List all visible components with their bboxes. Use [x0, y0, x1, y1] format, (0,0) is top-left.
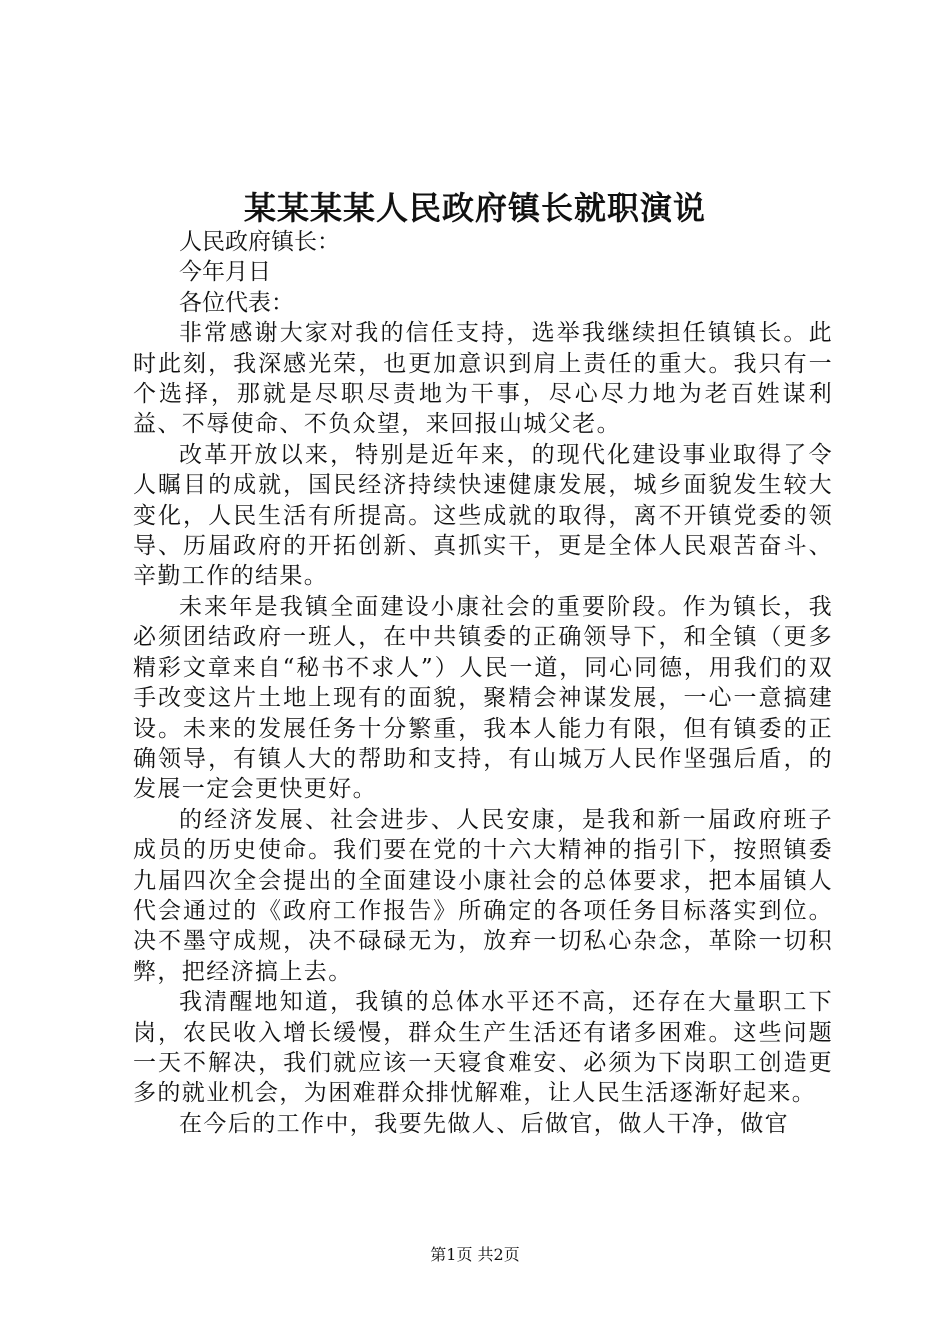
- greeting-line: 各位代表：: [179, 289, 294, 316]
- paragraph: 在今后的工作中，我要先做人、后做官，做人干净，做官: [179, 1110, 789, 1137]
- paragraph: 的经济发展、社会进步、人民安康，是我和新一届政府班子成员的历史使命。我们要在党的十六大精神的指引下，按照镇委九届四次全会提出的全面建设小康社会的总体要求，把本届镇人代会通过的《政府工作报告》所确定的各项任务目标落实到位。决不墨守成规，决不碌碌无为，放弃一切私心杂念，革除一切积弊，把经济搞上去。: [133, 806, 833, 985]
- paragraph: 我清醒地知道，我镇的总体水平还不高，还存在大量职工下岗，农民收入增长缓慢，群众生产生活还有诸多困难。这些问题一天不解决，我们就应该一天寝食难安、必须为下岗职工创造更多的就业机会，为困难群众排忧解难，让人民生活逐渐好起来。: [133, 989, 833, 1107]
- paragraph: 未来年是我镇全面建设小康社会的重要阶段。作为镇长，我必须团结政府一班人，在中共镇委的正确领导下，和全镇（更多精彩文章来自“秘书不求人”）人民一道，同心同德，用我们的双手改变这片土地上现有的面貌，聚精会神谋发展，一心一意搞建设。未来的发展任务十分繁重，我本人能力有限，但有镇委的正确领导，有镇人大的帮助和支持，有山城万人民作坚强后盾，的发展一定会更快更好。: [133, 593, 833, 803]
- paragraph: 改革开放以来，特别是近年来，的现代化建设事业取得了令人瞩目的成就，国民经济持续快速健康发展，城乡面貌发生较大变化，人民生活有所提高。这些成就的取得，离不开镇党委的领导、历届政府的开拓创新、真抓实干，更是全体人民艰苦奋斗、辛勤工作的结果。: [133, 441, 833, 590]
- page-number-footer: 第1页 共2页: [430, 1245, 520, 1264]
- date-line: 今年月日: [179, 259, 271, 286]
- document-body: [133, 227, 833, 1139]
- salutation-line: 人民政府镇长：: [179, 229, 340, 255]
- document-title: 某某某某人民政府镇长就职演说: [243, 189, 706, 227]
- paragraph: 非常感谢大家对我的信任支持，选举我继续担任镇镇长。此时此刻，我深感光荣，也更加意识到肩上责任的重大。我只有一个选择，那就是尽职尽责地为干事，尽心尽力地为老百姓谋利益、不辱使命、不负众望，来回报山城父老。: [133, 320, 833, 438]
